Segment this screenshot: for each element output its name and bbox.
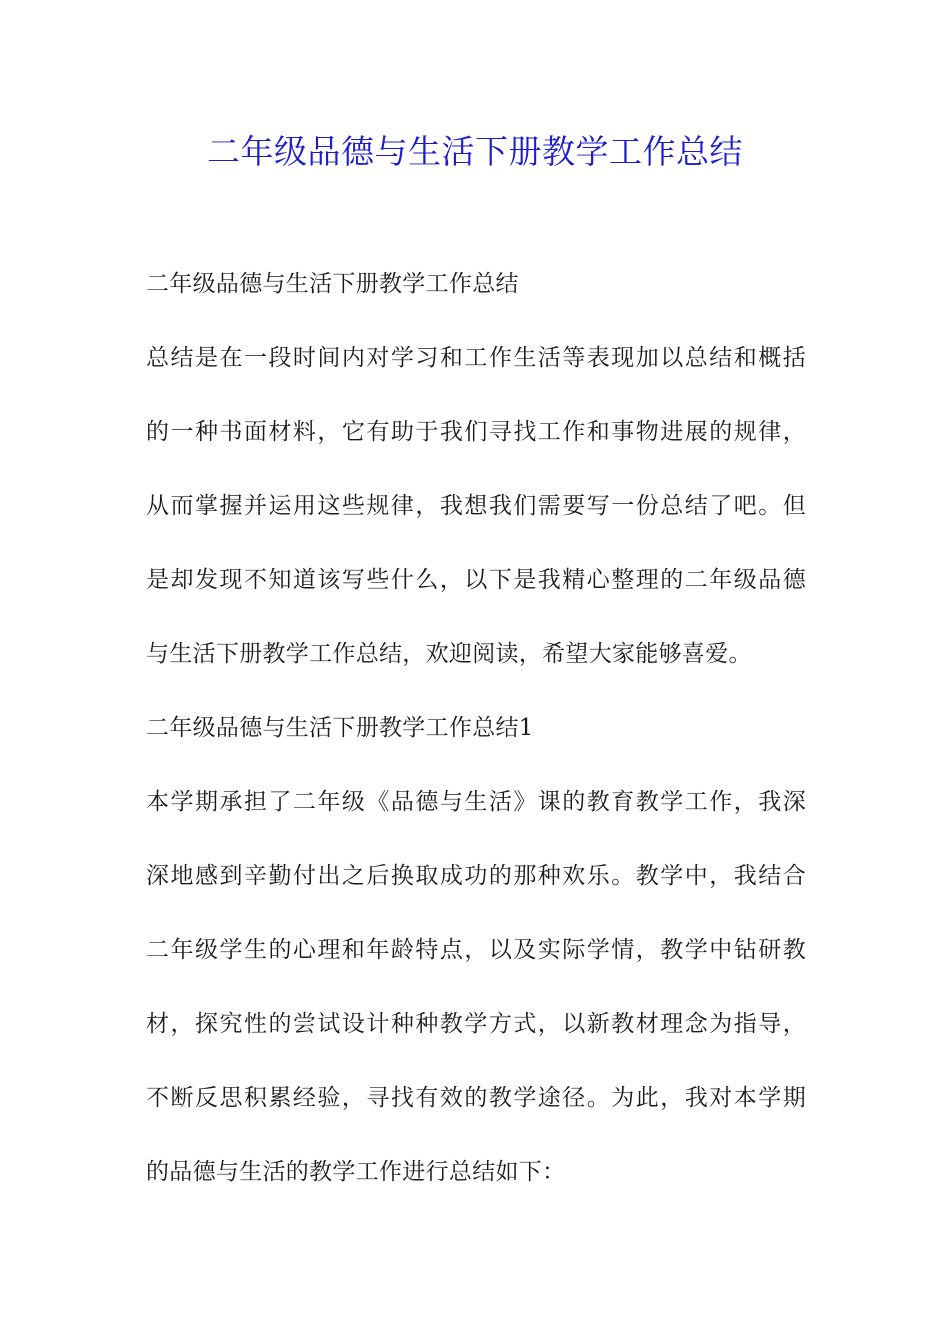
paragraph-line: 的一种书面材料，它有助于我们寻找工作和事物进展的规律， (146, 419, 806, 445)
paragraph-line: 总结是在一段时间内对学习和工作生活等表现加以总结和概括 (146, 345, 806, 371)
paragraph-line: 不断反思积累经验，寻找有效的教学途径。为此，我对本学期 (146, 1085, 806, 1111)
paragraph-line: 深地感到辛勤付出之后换取成功的那种欢乐。教学中，我结合 (146, 863, 806, 889)
paragraph-line: 从而掌握并运用这些规律，我想我们需要写一份总结了吧。但 (146, 493, 806, 519)
subheading: 二年级品德与生活下册教学工作总结 (146, 271, 519, 297)
paragraph-line: 与生活下册教学工作总结，欢迎阅读，希望大家能够喜爱。 (146, 641, 752, 667)
document-title: 二年级品德与生活下册教学工作总结 (207, 132, 743, 171)
paragraph-line: 的品德与生活的教学工作进行总结如下： (146, 1159, 566, 1185)
section-heading: 二年级品德与生活下册教学工作总结1 (146, 715, 534, 741)
paragraph-line: 本学期承担了二年级《品德与生活》课的教育教学工作，我深 (146, 789, 806, 815)
paragraph-line: 二年级学生的心理和年龄特点，以及实际学情，教学中钻研教 (146, 937, 806, 963)
paragraph-line: 材，探究性的尝试设计种种教学方式，以新教材理念为指导， (146, 1011, 806, 1037)
paragraph-line: 是却发现不知道该写些什么，以下是我精心整理的二年级品德 (146, 567, 806, 593)
